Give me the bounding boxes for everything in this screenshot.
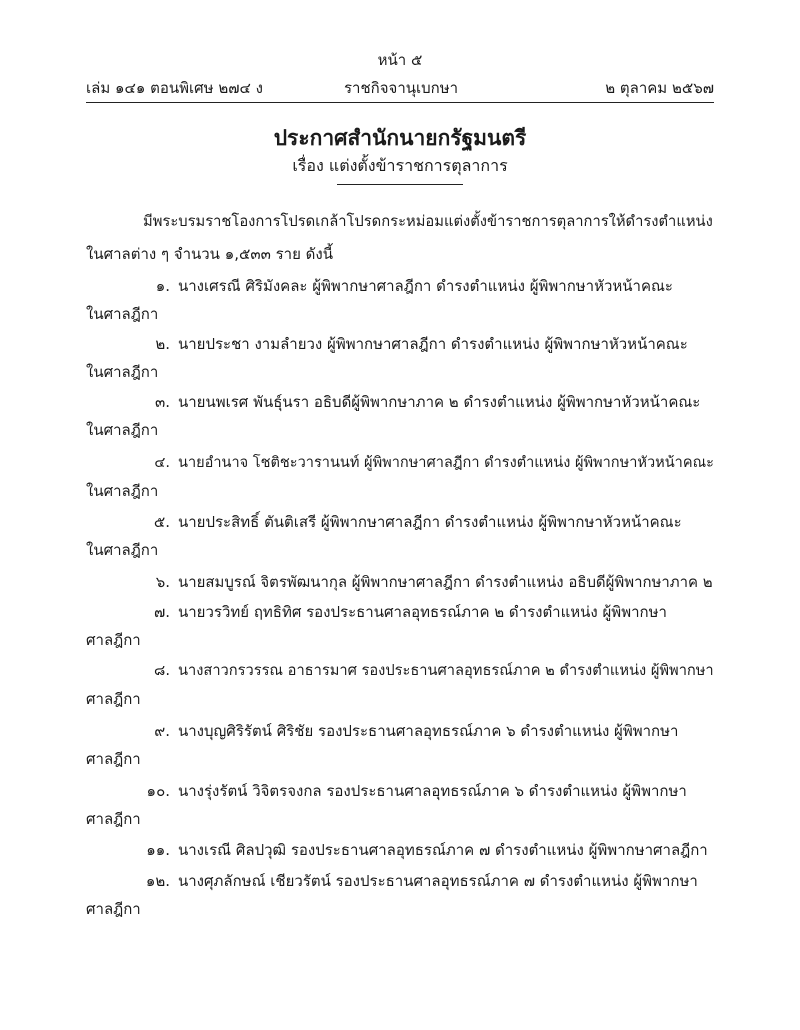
item-number: ๑.	[155, 277, 170, 295]
item-number: ๕.	[153, 513, 170, 531]
appointment-item	[130, 510, 713, 534]
item-text: นางเรณี ศิลปวุฒิ รองประธานศาลอุทธรณ์ภาค ๗ ดำรงตำแหน่ง ผู้พิพากษาศาลฎีกา	[178, 841, 708, 859]
item-number: ๘.	[154, 662, 170, 679]
item-text-continued: ศาลฎีกา	[86, 750, 141, 768]
appointment-item	[130, 779, 713, 803]
appointment-item	[130, 570, 713, 594]
appointment-item	[130, 332, 713, 356]
item-text-continued: ในศาลฎีกา	[86, 421, 159, 439]
item-text: นายประชา งามลำยวง ผู้พิพากษาศาลฎีกา ดำรงตำแหน่ง ผู้พิพากษาหัวหน้าคณะ	[178, 335, 688, 353]
item-text-continued: ศาลฎีกา	[86, 900, 141, 918]
item-text-continued: ศาลฎีกา	[86, 631, 141, 649]
announcement-subject: เรื่อง แต่งตั้งข้าราชการตุลาการ	[292, 156, 508, 175]
item-text-continued: ในศาลฎีกา	[86, 305, 159, 323]
item-text-continued: ศาลฎีกา	[86, 810, 141, 828]
appointment-item	[130, 659, 713, 682]
intro-paragraph-line-1: มีพระบรมราชโองการโปรดเกล้าโปรดกระหม่อมแต่งตั้งข้าราชการตุลาการให้ดำรงตำแหน่ง	[143, 213, 713, 230]
item-text: นายอำนาจ โชติชะวารานนท์ ผู้พิพากษาศาลฎีกา ดำรงตำแหน่ง ผู้พิพากษาหัวหน้าคณะ	[178, 454, 714, 471]
item-number: ๒.	[155, 335, 170, 353]
item-text-continued: ศาลฎีกา	[86, 690, 141, 708]
page-number: หน้า ๕	[377, 51, 423, 69]
appointment-item	[130, 838, 713, 862]
item-text: นางรุ่งรัตน์ วิจิตรจงกล รองประธานศาลอุทธรณ์ภาค ๖ ดำรงตำแหน่ง ผู้พิพากษา	[178, 782, 687, 800]
item-number: ๗.	[153, 603, 170, 621]
item-number: ๖.	[155, 573, 170, 591]
item-text: นายวรวิทย์ ฤทธิทิศ รองประธานศาลอุทธรณ์ภาค ๒ ดำรงตำแหน่ง ผู้พิพากษา	[178, 603, 667, 621]
appointment-item	[130, 274, 713, 298]
item-number: ๑๐.	[146, 782, 170, 800]
item-text-continued: ในศาลฎีกา	[86, 363, 159, 381]
item-text-continued: ในศาลฎีกา	[86, 541, 159, 559]
item-text: นายนพเรศ พันธุ์นรา อธิบดีผู้พิพากษาภาค ๒ ดำรงตำแหน่ง ผู้พิพากษาหัวหน้าคณะ	[178, 393, 701, 411]
item-number: ๔.	[154, 454, 170, 471]
title-divider	[337, 184, 463, 185]
item-number: ๑๒.	[145, 872, 170, 890]
publication-date: ๒ ตุลาคม ๒๕๖๗	[605, 79, 714, 97]
item-text: นางสาวกรวรรณ อาธารมาศ รองประธานศาลอุทธรณ์ภาค ๒ ดำรงตำแหน่ง ผู้พิพากษา	[178, 662, 714, 679]
item-text: นางศุภลักษณ์ เชียวรัตน์ รองประธานศาลอุทธรณ์ภาค ๗ ดำรงตำแหน่ง ผู้พิพากษา	[178, 872, 698, 890]
item-text: นายประสิทธิ์ ตันติเสรี ผู้พิพากษาศาลฎีกา ดำรงตำแหน่ง ผู้พิพากษาหัวหน้าคณะ	[178, 513, 682, 531]
gazette-header	[86, 76, 714, 98]
item-text: นางบุญศิริรัตน์ ศิริชัย รองประธานศาลอุทธรณ์ภาค ๖ ดำรงตำแหน่ง ผู้พิพากษา	[178, 722, 679, 740]
appointment-item	[130, 451, 713, 474]
appointment-item	[130, 600, 713, 624]
item-text-continued: ในศาลฎีกา	[86, 482, 159, 500]
intro-paragraph-line-2: ในศาลต่าง ๆ จำนวน ๑,๕๓๓ ราย ดังนี้	[86, 245, 333, 263]
appointment-item	[130, 719, 713, 743]
volume-issue: เล่ม ๑๔๑ ตอนพิเศษ ๒๗๔ ง	[86, 79, 263, 97]
item-text: นางเศรณี ศิริมังคละ ผู้พิพากษาศาลฎีกา ดำรงตำแหน่ง ผู้พิพากษาหัวหน้าคณะ	[178, 277, 673, 295]
item-number: ๓.	[154, 393, 170, 411]
item-number: ๑๑.	[146, 841, 170, 859]
announcement-title: ประกาศสำนักนายกรัฐมนตรี	[273, 126, 527, 150]
appointment-item	[130, 869, 713, 893]
appointment-item	[130, 390, 713, 414]
item-number: ๙.	[154, 722, 170, 740]
item-text: นายสมบูรณ์ จิตรพัฒนากุล ผู้พิพากษาศาลฎีกา ดำรงตำแหน่ง อธิบดีผู้พิพากษาภาค ๒	[178, 573, 713, 591]
publication-name: ราชกิจจานุเบกษา	[344, 79, 459, 97]
header-divider	[86, 102, 714, 103]
